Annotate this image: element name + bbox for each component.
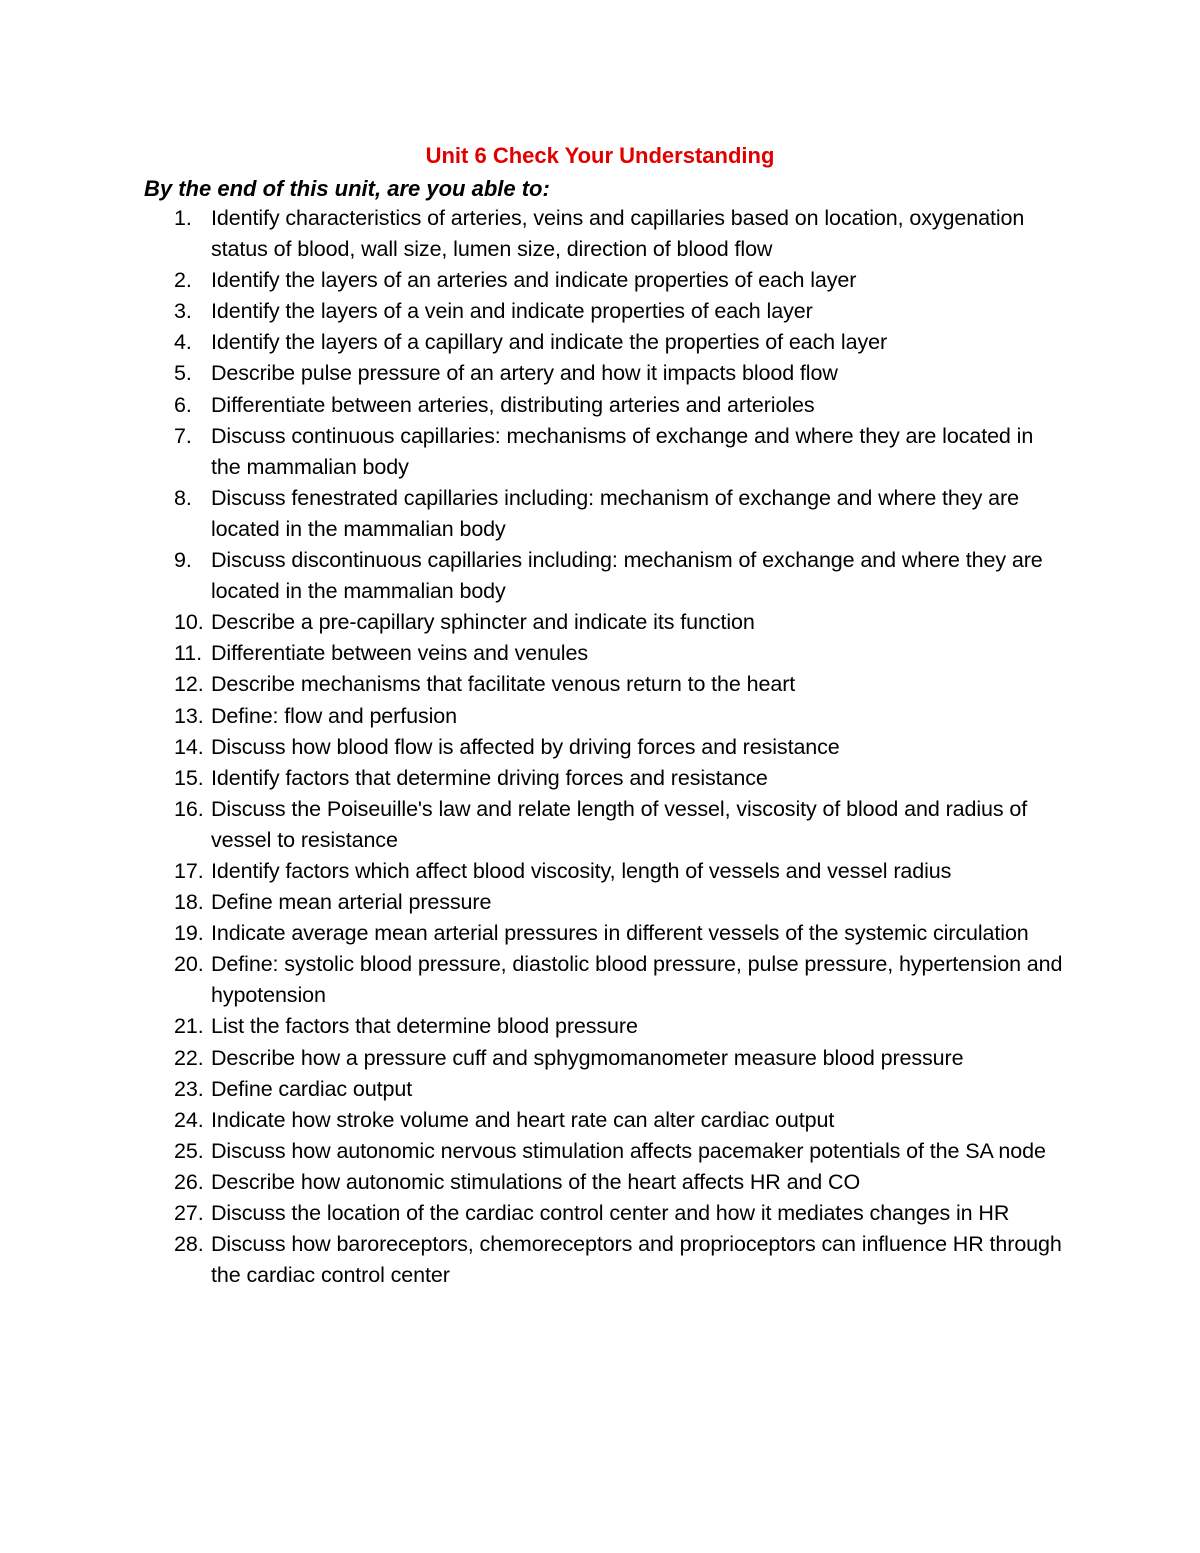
list-item-number: 12. <box>174 672 204 697</box>
list-item-text: Describe mechanisms that facilitate venous return to the heart <box>211 672 796 697</box>
list-item-text: Differentiate between arteries, distributing arteries and arterioles <box>211 392 815 417</box>
list-item-text: Identify the layers of an arteries and indicate properties of each layer <box>211 268 857 293</box>
list-item <box>144 483 1064 545</box>
list-item <box>144 296 1064 327</box>
list-item-number: 16. <box>174 796 204 821</box>
list-item-text: Indicate average mean arterial pressures in different vessels of the systemic circulation <box>211 921 1029 946</box>
list-item-text: Discuss the Poiseuille's law and relate length of vessel, viscosity of blood and radius of vessel to resistance <box>211 796 1028 852</box>
list-item-number: 25. <box>174 1138 204 1163</box>
list-item <box>144 327 1064 358</box>
list-item <box>144 887 1064 918</box>
list-item <box>144 265 1064 296</box>
list-item <box>144 794 1064 856</box>
list-item-number: 3. <box>174 299 192 324</box>
list-item-text: Discuss how blood flow is affected by driving forces and resistance <box>211 734 840 759</box>
list-item <box>144 701 1064 732</box>
list-item <box>144 390 1064 421</box>
list-item-text: Identify factors that determine driving forces and resistance <box>211 765 768 790</box>
list-item <box>144 949 1064 1011</box>
list-item-number: 8. <box>174 485 192 510</box>
list-item <box>144 1229 1064 1291</box>
list-item-text: Identify the layers of a vein and indicate properties of each layer <box>211 299 813 324</box>
list-item <box>144 856 1064 887</box>
list-item-text: Define cardiac output <box>211 1076 413 1101</box>
page-title: Unit 6 Check Your Understanding <box>425 143 775 168</box>
list-item <box>144 358 1064 389</box>
list-item-number: 23. <box>174 1076 204 1101</box>
list-item-text: Identify the layers of a capillary and indicate the properties of each layer <box>211 330 888 355</box>
list-item-number: 6. <box>174 392 192 417</box>
list-item-number: 15. <box>174 765 204 790</box>
list-item <box>144 669 1064 700</box>
list-item-text: Discuss how baroreceptors, chemoreceptors and proprioceptors can influence HR through the cardiac control center <box>211 1232 1062 1288</box>
list-item-number: 4. <box>174 330 192 355</box>
list-item-number: 13. <box>174 703 204 728</box>
list-item-number: 9. <box>174 548 192 573</box>
list-item-number: 5. <box>174 361 192 386</box>
list-item-number: 24. <box>174 1107 204 1132</box>
list-item-text: Describe a pre-capillary sphincter and indicate its function <box>211 610 755 635</box>
list-item-number: 22. <box>174 1045 204 1070</box>
list-item <box>144 545 1064 607</box>
list-item <box>144 203 1064 265</box>
list-item-text: Differentiate between veins and venules <box>211 641 588 666</box>
list-item-text: List the factors that determine blood pressure <box>211 1014 638 1039</box>
list-item-number: 17. <box>174 858 204 883</box>
list-item-text: Define: systolic blood pressure, diastolic blood pressure, pulse pressure, hypertension and hypotension <box>211 952 1063 1008</box>
list-item-number: 7. <box>174 423 192 448</box>
list-item <box>144 763 1064 794</box>
list-item <box>144 1198 1064 1229</box>
list-item-number: 28. <box>174 1232 204 1257</box>
list-item-text: Identify factors which affect blood viscosity, length of vessels and vessel radius <box>211 858 952 883</box>
list-item <box>144 1167 1064 1198</box>
list-item <box>144 1043 1064 1074</box>
list-item-text: Describe pulse pressure of an artery and how it impacts blood flow <box>211 361 838 386</box>
list-item-number: 26. <box>174 1169 204 1194</box>
list-item-number: 11. <box>174 641 202 666</box>
list-item <box>144 638 1064 669</box>
list-item-number: 18. <box>174 890 204 915</box>
list-item-text: Discuss continuous capillaries: mechanisms of exchange and where they are located in the mammalian body <box>211 423 1034 479</box>
list-item <box>144 918 1064 949</box>
list-item-text: Discuss discontinuous capillaries including: mechanism of exchange and where they are located in the mammalian body <box>211 548 1043 604</box>
list-item-text: Discuss fenestrated capillaries including: mechanism of exchange and where they are located in the mammalian body <box>211 485 1019 541</box>
list-item-text: Identify characteristics of arteries, veins and capillaries based on location, oxygenation status of blood, wall size, lumen size, direction of blood flow <box>211 206 1025 262</box>
list-item-number: 19. <box>174 921 204 946</box>
list-item-text: Define: flow and perfusion <box>211 703 457 728</box>
list-item <box>144 1105 1064 1136</box>
list-item <box>144 421 1064 483</box>
objectives-list <box>144 203 1064 1291</box>
list-item-text: Describe how autonomic stimulations of the heart affects HR and CO <box>211 1169 861 1194</box>
list-item-number: 14. <box>174 734 204 759</box>
list-item-number: 1. <box>174 206 192 230</box>
list-item-text: Indicate how stroke volume and heart rate can alter cardiac output <box>211 1107 835 1132</box>
page-subtitle: By the end of this unit, are you able to: <box>144 176 550 201</box>
list-item-text: Describe how a pressure cuff and sphygmomanometer measure blood pressure <box>211 1045 964 1070</box>
list-item <box>144 1011 1064 1042</box>
list-item-number: 21. <box>174 1014 204 1039</box>
list-item <box>144 1136 1064 1167</box>
list-item-number: 2. <box>174 268 192 293</box>
list-item-text: Discuss the location of the cardiac control center and how it mediates changes in HR <box>211 1201 1010 1225</box>
list-item <box>144 1074 1064 1105</box>
list-item <box>144 607 1064 638</box>
list-item-number: 20. <box>174 952 204 977</box>
list-item-text: Define mean arterial pressure <box>211 890 492 915</box>
list-item-number: 27. <box>174 1201 204 1225</box>
list-item <box>144 732 1064 763</box>
list-item-number: 10. <box>174 610 204 635</box>
list-item-text: Discuss how autonomic nervous stimulation affects pacemaker potentials of the SA node <box>211 1138 1046 1163</box>
